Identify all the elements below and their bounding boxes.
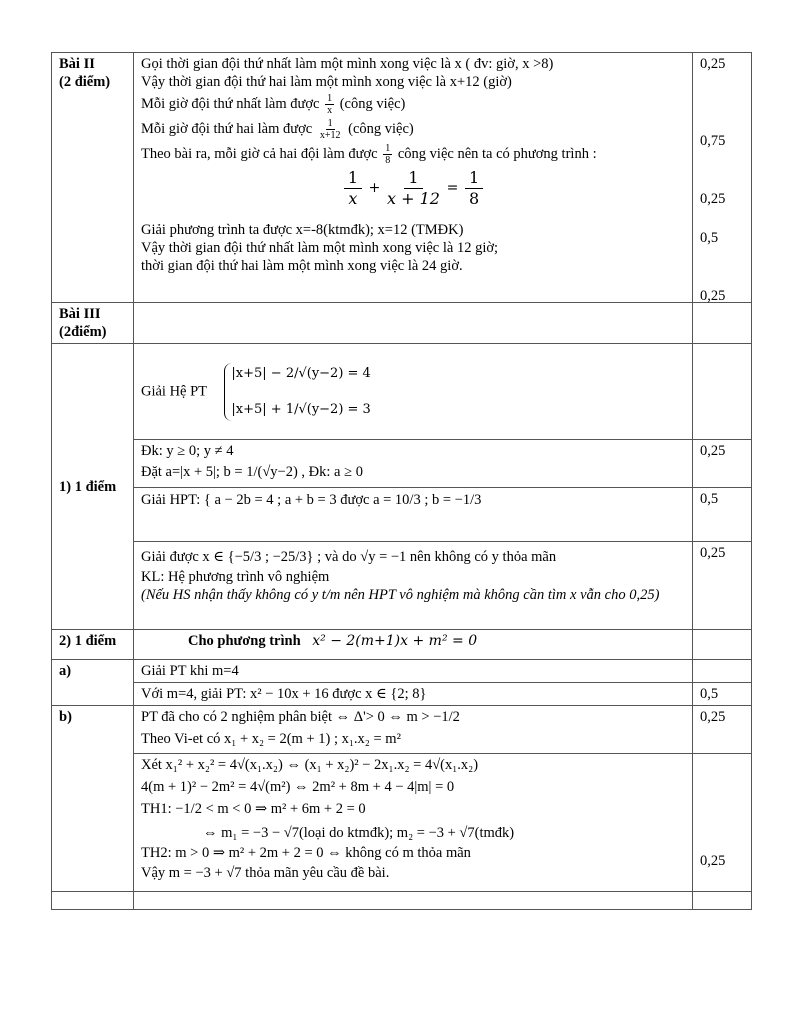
empty-cell — [693, 892, 752, 910]
frac-den: 8 — [385, 155, 391, 166]
bai3-label: Bài III — [59, 306, 101, 322]
bai2-line-8: thời gian đội thứ hai làm một mình xong việc là 24 giờ. — [141, 258, 463, 274]
hpt-system — [224, 363, 370, 421]
row-bai3 — [52, 303, 752, 344]
score: 0,25 — [700, 288, 726, 304]
bai2-line-3 — [141, 93, 686, 116]
bai2-line-4-text: Mỗi giờ đội thứ hai làm được — [141, 120, 313, 137]
giai-duoc-line: Giải được x ∈ {−5/3 ; −25/3} ; và do √y = −1 nên không có y thỏa mãn — [141, 549, 557, 565]
dk-score: 0,25 — [693, 440, 752, 488]
frac-1-over-x — [325, 93, 334, 116]
eq-frac-b — [387, 168, 440, 209]
note-line: (Nếu HS nhận thấy không có y t/m nên HPT vô nghiệm mà không cần tìm x vẫn cho 0,25) — [141, 587, 660, 603]
hpt-eq1: |x+5| − 2/√(y−2) = 4 — [231, 365, 371, 381]
part2-equation: x² − 2(m+1)x + m² = 0 — [312, 633, 478, 649]
eq-plus: + — [368, 179, 381, 196]
row-bai2 — [52, 53, 752, 303]
part2-label-cell — [52, 630, 134, 660]
eq-num: 1 — [404, 168, 422, 189]
part-a-line1: Giải PT khi m=4 — [141, 663, 239, 679]
frac-num: 1 — [327, 118, 333, 129]
row-a2 — [52, 683, 752, 706]
bai2-line-6: Giải phương trình ta được x=-8(ktmđk); x=12 (TMĐK) — [141, 222, 464, 238]
eq-frac-a — [344, 168, 362, 209]
bai2-line-5 — [141, 143, 686, 166]
bai2-content — [134, 53, 693, 303]
hpt-label: Giải Hệ PT — [141, 382, 207, 399]
hpt-score: 0,5 — [693, 488, 752, 542]
part2-title-cell — [134, 630, 693, 660]
part-a-line1-cell — [134, 660, 693, 683]
bai3-empty — [134, 303, 693, 344]
eq-den: x + 12 — [387, 189, 440, 208]
part-b-score1: 0,25 — [693, 706, 752, 754]
eq-equals: = — [446, 179, 459, 196]
giai-duoc-cell — [134, 542, 693, 630]
row-a1 — [52, 660, 752, 683]
dk-line: Đk: y ≥ 0; y ≠ 4 — [141, 443, 234, 459]
part2-title: Cho phương trình — [188, 633, 301, 649]
part-b-solution-cell — [134, 754, 693, 892]
row-giai-hpt — [52, 488, 752, 542]
part-b-th1: TH1: −1/2 < m < 0 ⇒ m² + 6m + 2 = 0 — [141, 801, 366, 817]
bai2-line-3-tail: (công việc) — [339, 95, 406, 112]
bai2-line-3-text: Mỗi giờ đội thứ nhất làm được — [141, 95, 320, 112]
hpt-cell — [134, 344, 693, 440]
dk-cell — [134, 440, 693, 488]
hpt-eq2: |x+5| + 1/√(y−2) = 3 — [231, 401, 371, 417]
part-b-l2: 4(m + 1)² − 2m² = 4√(m²) ⇔ 2m² + 8m + 4 − 4|m| = 0 — [141, 779, 455, 795]
row-dk — [52, 440, 752, 488]
row-part2 — [52, 630, 752, 660]
bai2-line-7: Vậy thời gian đội thứ nhất làm một mình xong việc là 12 giờ; — [141, 240, 499, 256]
part1-label-cell — [52, 344, 134, 630]
eq-den: x — [348, 189, 358, 208]
score: 0,5 — [700, 230, 719, 246]
empty-cell — [52, 892, 134, 910]
eq-frac-c — [465, 168, 483, 209]
bai2-line-1: Gọi thời gian đội thứ nhất làm một mình xong việc là x ( đv: giờ, x >8) — [141, 56, 554, 72]
frac-1-over-x12 — [318, 118, 343, 141]
score: 0,75 — [700, 133, 726, 149]
bai2-line-5-tail: công việc nên ta có phương trình : — [397, 145, 597, 162]
answer-table — [51, 52, 752, 910]
bai3-label-cell — [52, 303, 134, 344]
bai2-equation — [141, 168, 686, 209]
row-empty-end — [52, 892, 752, 910]
part-b-line1: PT đã cho có 2 nghiệm phân biệt ⇔ Δ'> 0 ⇔ m > −1/2 — [141, 709, 460, 725]
eq-num: 1 — [344, 168, 362, 189]
row-b1 — [52, 706, 752, 754]
frac-num: 1 — [327, 93, 333, 104]
kl-line: KL: Hệ phương trình vô nghiệm — [141, 569, 330, 585]
part1-label: 1) 1 điểm — [59, 478, 117, 495]
part-a-label-cell — [52, 660, 134, 706]
part-b-score2 — [693, 754, 752, 892]
bai2-line-4-tail: (công việc) — [348, 120, 414, 137]
part-a-label: a) — [59, 663, 72, 679]
score: 0,25 — [700, 853, 726, 869]
part-b-label: b) — [59, 709, 72, 725]
part-b-vay: Vậy m = −3 + √7 thỏa mãn yêu cầu đề bài. — [141, 865, 390, 881]
bai2-line-4 — [141, 118, 686, 141]
eq-num: 1 — [465, 168, 483, 189]
part-a-score: 0,5 — [693, 683, 752, 706]
bai2-label-cell — [52, 53, 134, 303]
bai2-label: Bài II — [59, 56, 95, 72]
part-b-line1-cell — [134, 706, 693, 754]
part-a-line2-cell — [134, 683, 693, 706]
hpt-score-empty — [693, 344, 752, 440]
kl-score: 0,25 — [693, 542, 752, 630]
row-b2 — [52, 754, 752, 892]
score: 0,25 — [700, 191, 726, 207]
giai-hpt-cell — [134, 488, 693, 542]
part-b-label-cell — [52, 706, 134, 892]
frac-den: x — [327, 105, 333, 116]
bai3-points: (2điểm) — [59, 324, 107, 340]
bai3-empty-score — [693, 303, 752, 344]
bai2-points: (2 điểm) — [59, 74, 111, 90]
giai-hpt-line: Giải HPT: { a − 2b = 4 ; a + b = 3 được a = 10/3 ; b = −1/3 — [141, 492, 482, 508]
bai2-scores — [693, 53, 752, 303]
frac-den: x+12 — [319, 130, 341, 141]
row-hpt — [52, 344, 752, 440]
part-b-line2: Theo Vi-et có x₁ + x₂ = 2(m + 1) ; x₁.x₂ = m² — [141, 731, 401, 747]
part2-score-empty — [693, 630, 752, 660]
part2-label: 2) 1 điểm — [59, 633, 117, 649]
part-a-line2: Với m=4, giải PT: x² − 10x + 16 được x ∈ {2; 8} — [141, 686, 427, 702]
score: 0,25 — [700, 56, 726, 72]
eq-den: 8 — [468, 189, 480, 208]
part-b-xet: Xét x₁² + x₂² = 4√(x₁.x₂) ⇔ (x₁ + x₂)² − 2x₁.x₂ = 4√(x₁.x₂) — [141, 757, 479, 773]
bai2-line-5-text: Theo bài ra, mỗi giờ cả hai đội làm được — [141, 145, 378, 162]
part-a-empty — [693, 660, 752, 683]
row-giai-duoc — [52, 542, 752, 630]
frac-num: 1 — [385, 143, 391, 154]
part-b-th1b: ⇔ m₁ = −3 − √7(loại do ktmđk); m₂ = −3 + √7(tmđk) — [203, 825, 515, 841]
part-b-th2: TH2: m > 0 ⇒ m² + 2m + 2 = 0 ⇔ không có m thỏa mãn — [141, 845, 471, 861]
frac-1-over-8 — [383, 143, 392, 166]
bai2-line-2: Vậy thời gian đội thứ hai làm một mình xong việc là x+12 (giờ) — [141, 74, 512, 90]
dat-line: Đặt a=|x + 5|; b = 1/(√y−2) , Đk: a ≥ 0 — [141, 464, 363, 480]
empty-cell — [134, 892, 693, 910]
